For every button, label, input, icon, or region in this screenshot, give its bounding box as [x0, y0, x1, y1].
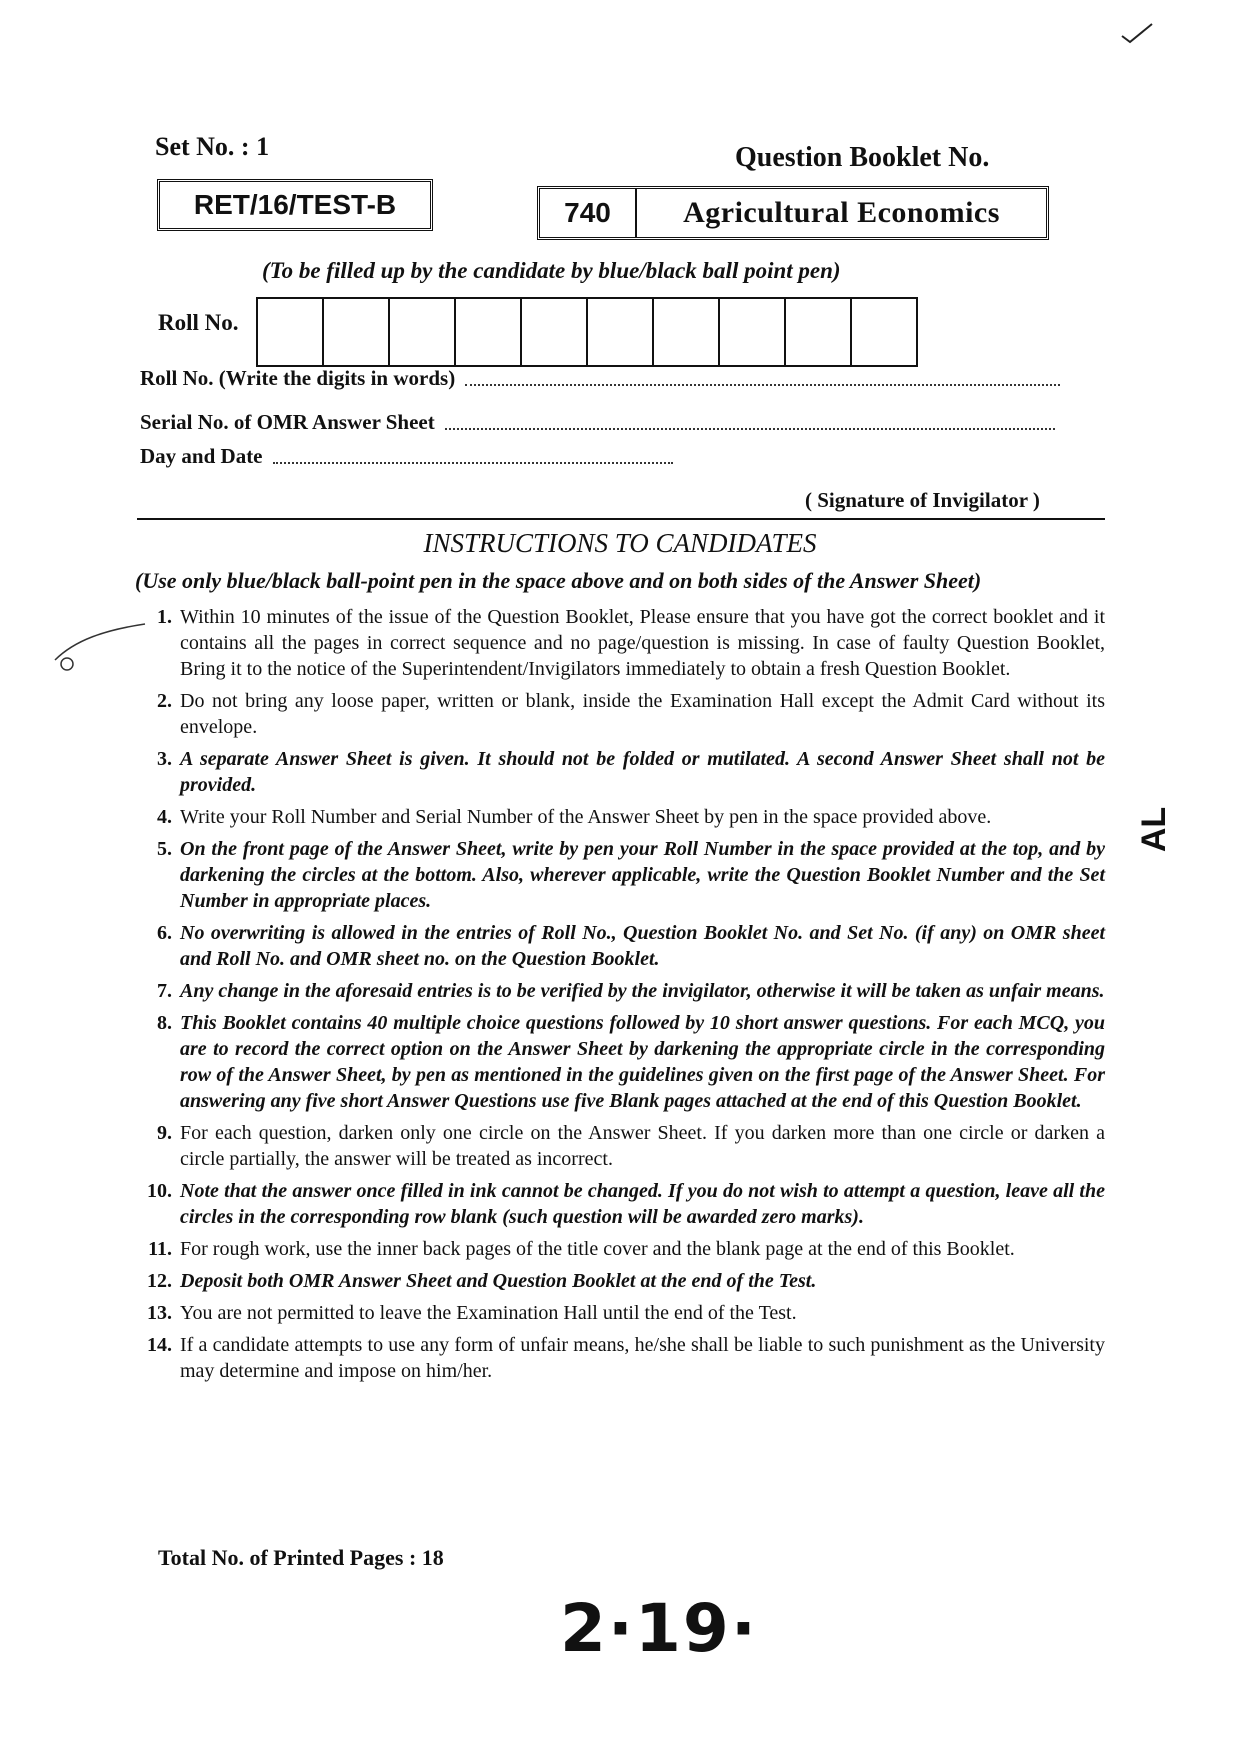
instruction-item: 5. On the front page of the Answer Sheet, write by pen your Roll Number in the space provided at the top, and by darkening the circles at the bottom. Also, wherever applicable, write the Question Booklet Number and the Set Number in appropriate places. — [157, 838, 1105, 912]
roll-digit-box[interactable] — [522, 299, 588, 365]
roll-digit-box[interactable] — [324, 299, 390, 365]
question-booklet-box — [537, 186, 1049, 240]
pen-margin-mark — [35, 620, 155, 680]
day-date-line[interactable] — [273, 461, 673, 464]
instruction-item: 7. Any change in the aforesaid entries is to be verified by the invigilator, otherwise it will be taken as unfair means. — [157, 980, 1105, 1002]
instruction-item: 9. For each question, darken only one circle on the Answer Sheet. If you darken more than one circle or darken a circle partially, the answer will be treated as incorrect. — [157, 1122, 1105, 1170]
subject-code: 740 — [540, 189, 637, 237]
roll-digit-box[interactable] — [456, 299, 522, 365]
instruction-item: 6. No overwriting is allowed in the entries of Roll No., Question Booklet No. and Set No. (if any) on OMR sheet and Roll No. and OMR sheet no. on the Question Booklet. — [157, 922, 1105, 970]
test-code-box: RET/16/TEST-B — [157, 179, 433, 231]
roll-number-grid[interactable] — [256, 297, 918, 367]
handwritten-date: 2·19· — [560, 1590, 758, 1667]
subject-name: Agricultural Economics — [683, 196, 1000, 229]
day-date-label: Day and Date — [140, 444, 263, 468]
instruction-item: 10. Note that the answer once filled in ink cannot be changed. If you do not wish to attempt a question, leave all the circles in the corresponding row blank (such question will be awarded zero marks). — [147, 1180, 1105, 1228]
instructions-list — [130, 604, 1105, 1390]
instructions-subtitle: (Use only blue/black ball-point pen in the space above and on both sides of the Answer Sheet) — [135, 568, 982, 593]
pen-tick-mark — [1118, 18, 1158, 48]
roll-digit-box[interactable] — [786, 299, 852, 365]
divider — [137, 518, 1105, 520]
instruction-item: 1. Within 10 minutes of the issue of the Question Booklet, Please ensure that you have got the correct booklet and it contains all the pages in correct sequence and no page/question is missing. In case of faulty Question Booklet, Bring it to the notice of the Superintendent/Invigilators immediately to obtain a fresh Question Booklet. — [157, 606, 1105, 680]
instruction-item: 13. You are not permitted to leave the Examination Hall until the end of the Test. — [147, 1302, 797, 1324]
roll-in-words-field — [140, 366, 1060, 391]
instruction-item: 2. Do not bring any loose paper, written or blank, inside the Examination Hall except the Admit Card without its envelope. — [157, 690, 1105, 738]
invigilator-signature-label: ( Signature of Invigilator ) — [805, 488, 1040, 512]
question-booklet-label: Question Booklet No. — [735, 142, 990, 173]
roll-digit-box[interactable] — [852, 299, 918, 365]
fill-note: (To be filled up by the candidate by blue/black ball point pen) — [262, 258, 841, 283]
roll-number-label: Roll No. — [158, 310, 239, 335]
instruction-item: 8. This Booklet contains 40 multiple choice questions followed by 10 short answer questions. For each MCQ, you are to record the correct option on the Answer Sheet by darkening the appropriate circle in the corresponding row of the Answer Sheet, by pen as mentioned in the guidelines given on the first page of the Answer Sheet. For answering any five short Answer Questions use five Blank pages attached at the end of this Question Booklet. — [157, 1012, 1105, 1112]
instruction-item: 12. Deposit both OMR Answer Sheet and Question Booklet at the end of the Test. — [147, 1270, 817, 1292]
instruction-item: 4. Write your Roll Number and Serial Number of the Answer Sheet by pen in the space provided above. — [157, 806, 992, 828]
day-date-field — [140, 444, 673, 469]
total-pages: Total No. of Printed Pages : 18 — [158, 1545, 444, 1570]
roll-in-words-label: Roll No. (Write the digits in words) — [140, 366, 456, 390]
omr-serial-line[interactable] — [445, 427, 1055, 430]
side-mark: AL — [1135, 806, 1174, 853]
omr-serial-field — [140, 410, 1055, 435]
roll-digit-box[interactable] — [720, 299, 786, 365]
roll-digit-box[interactable] — [390, 299, 456, 365]
instruction-item: 3. A separate Answer Sheet is given. It should not be folded or mutilated. A second Answer Sheet shall not be provided. — [157, 748, 1105, 796]
set-number: Set No. : 1 — [155, 132, 270, 161]
roll-in-words-line[interactable] — [465, 383, 1060, 386]
instruction-item: 11. For rough work, use the inner back pages of the title cover and the blank page at the end of this Booklet. — [148, 1238, 1015, 1260]
roll-digit-box[interactable] — [588, 299, 654, 365]
roll-digit-box[interactable] — [654, 299, 720, 365]
instruction-item: 14. If a candidate attempts to use any form of unfair means, he/she shall be liable to such punishment as the University may determine and impose on him/her. — [147, 1334, 1105, 1382]
omr-serial-label: Serial No. of OMR Answer Sheet — [140, 410, 435, 434]
roll-digit-box[interactable] — [258, 299, 324, 365]
instructions-title: INSTRUCTIONS TO CANDIDATES — [423, 528, 817, 558]
